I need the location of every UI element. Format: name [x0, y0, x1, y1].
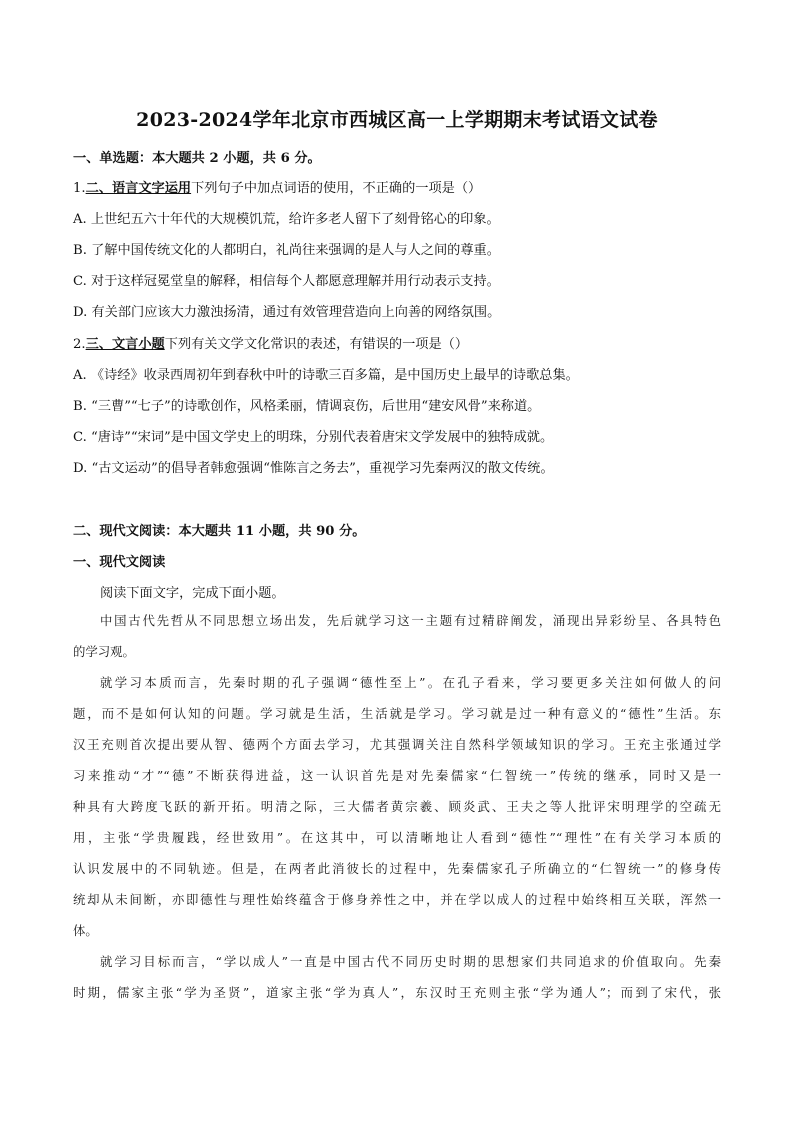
question-number: 2. [73, 337, 86, 352]
question-1-option-a: A. 上世纪五六十年代的大规模饥荒，给许多老人留下了刻骨铭心的印象。 [73, 212, 500, 227]
question-2-stem [73, 333, 468, 352]
sub-heading-reading: 一、现代文阅读 [73, 555, 166, 570]
passage-line: 时期，儒家主张“学为圣贤”，道家主张“学为真人”，东汉时王充则主张“学为通人”；而到了宋代，张 [73, 985, 721, 1000]
passage-line: 中国古代先哲从不同思想立场出发，先后就学习这一主题有过精辟阐发，涌现出异彩纷呈、各具特色 [100, 613, 721, 628]
question-number: 1. [73, 181, 86, 196]
reading-instruction: 阅读下面文字，完成下面小题。 [100, 586, 285, 601]
question-2-option-c: C. “唐诗”“宋词”是中国文学史上的明珠，分别代表着唐宋文学发展中的独特成就。 [73, 430, 554, 445]
passage-line: 用，主张“学贵履践，经世致用”。在这其中，可以清晰地让人看到“德性”“理性”在有关学习本质的 [73, 830, 721, 845]
section-heading-reading: 二、现代文阅读：本大题共 11 小题，共 90 分。 [73, 524, 366, 539]
question-1-option-c: C. 对于这样冠冕堂皇的解释，相信每个人都愿意理解并用行动表示支持。 [73, 274, 500, 289]
page-title: 2023-2024学年北京市西城区高一上学期期末考试语文试卷 [136, 109, 658, 131]
passage-line: 习来推动“才”“德”不断获得进益，这一认识首先是对先秦儒家“仁智统一”传统的继承，同时又是一 [73, 768, 721, 783]
question-2-option-b: B. “三曹”“七子”的诗歌创作，风格柔丽，情调哀伤，后世用“建安风骨”来称道。 [73, 399, 541, 414]
passage-line: 就学习目标而言，“学以成人”一直是中国古代不同历史时期的思想家们共同追求的价值取向。先秦 [100, 954, 721, 969]
passage-line: 汉王充则首次提出要从智、德两个方面去学习，尤其强调关注自然科学领域知识的学习。王充主张通过学 [73, 737, 721, 752]
reading-passage [73, 605, 721, 1008]
passage-line: 就学习本质而言，先秦时期的孔子强调“德性至上”。在孔子看来，学习要更多关注如何做人的问 [100, 675, 721, 690]
passage-line: 种具有大跨度飞跃的新开拓。明清之际，三大儒者黄宗羲、顾炎武、王夫之等人批评宋明理学的空疏无 [73, 799, 721, 814]
question-text: 下列句子中加点词语的使用，不正确的一项是（） [191, 181, 482, 196]
passage-line: 体。 [73, 923, 98, 938]
question-1-option-d: D. 有关部门应该大力激浊扬清，通过有效管理营造向上向善的网络氛围。 [73, 305, 501, 320]
question-2-option-a: A. 《诗经》收录西周初年到春秋中叶的诗歌三百多篇，是中国历史上最早的诗歌总集。 [73, 368, 579, 383]
passage-line: 题，而不是如何认知的问题。学习就是生活，生活就是学习。学习就是过一种有意义的“德性”生活。东 [73, 706, 721, 721]
question-text: 下列有关文学文化常识的表述，有错误的一项是（） [164, 337, 469, 352]
section-heading-single-choice: 一、单选题：本大题共 2 小题，共 6 分。 [73, 151, 321, 166]
question-1-option-b: B. 了解中国传统文化的人都明白，礼尚往来强调的是人与人之间的尊重。 [73, 243, 500, 258]
question-2-option-d: D. “古文运动”的倡导者韩愈强调“惟陈言之务去”，重视学习先秦两汉的散文传统。 [73, 461, 554, 476]
passage-line: 的学习观。 [73, 644, 135, 659]
passage-line: 认识发展中的不同轨迹。但是，在两者此消彼长的过程中，先秦儒家孔子所确立的“仁智统一”的修身传 [73, 861, 721, 876]
question-tag: 二、语言文字运用 [85, 181, 192, 196]
question-tag: 三、文言小题 [85, 337, 165, 352]
passage-line: 统却从未间断，亦即德性与理性始终蕴含于修身养性之中，并在学以成人的过程中始终相互关联，浑然一 [73, 892, 721, 907]
question-1-stem [73, 177, 481, 196]
